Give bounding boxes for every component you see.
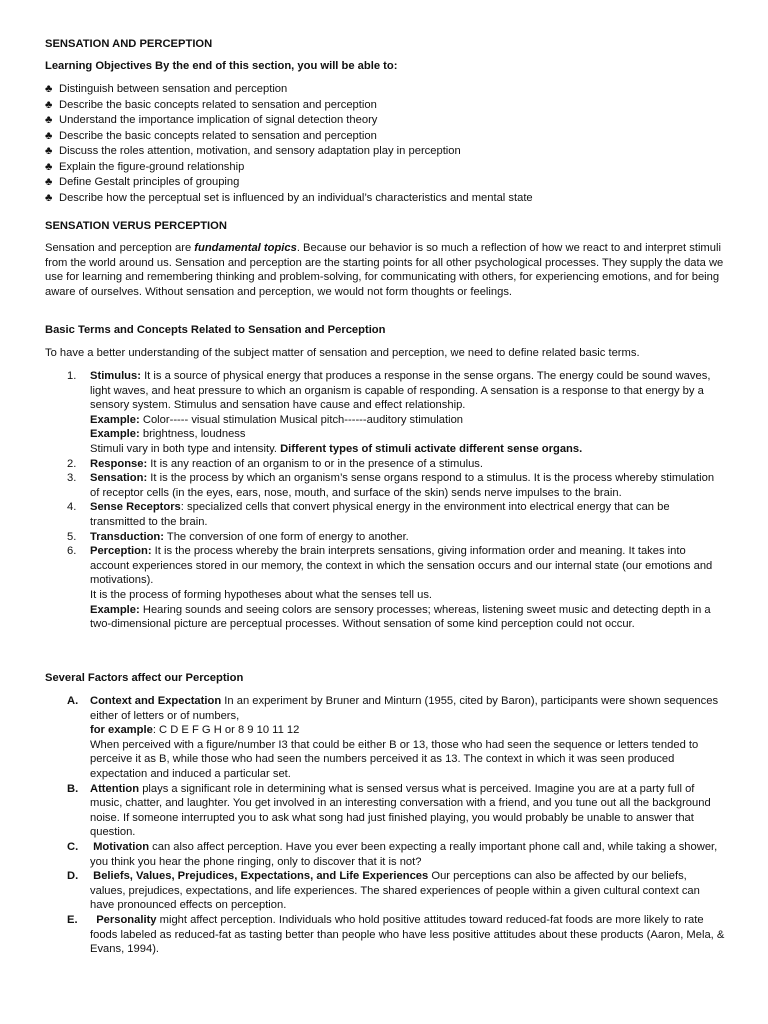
list-item: 6. Perception: It is the process whereby the brain interprets sensations, giving information order and meaning. It takes into account experiences stored in our memory, the context in which the sensation occurs and our internal state (our emotions and motivations). It is the process of forming hypotheses about what the senses tell us. Example: Hearing sounds and seeing colors are sensory processes; whereas, listening sweet music and detecting depth in a two-dimensional picture are perceptual processes. Without sensation of some kind perception could not occur.: [67, 545, 713, 631]
list-item: D. Beliefs, Values, Prejudices, Expectations, and Life Experiences Our perceptions can also be affected by our beliefs, values, prejudices, expectations, and life experiences. The shared experiences of people within a given cultural context can have pronounced effects on perception.: [67, 870, 700, 912]
list-item: A. Context and Expectation In an experiment by Bruner and Minturn (1955, cited by Baron), participants were shown sequences either of letters or of numbers, for example: C D E F G H or 8 9 10 11 12 When perceived with a figure/number I3 that could be either B or 13, those who had seen the sequence or letters tended to perceive it as B, while those who had seen the numbers perceived it as 13. The context in which it was seen produced expectation and induced a particular set.: [67, 695, 719, 780]
basic-terms-heading: Basic Terms and Concepts Related to Sensation and Perception: [45, 324, 386, 336]
list-item: E. Personality might affect perception. Individuals who hold positive attitudes toward reduced-fat foods are more likely to rate foods labeled as reduced-fat as tasting better than people who have less positive attitudes about these products (Aaron, Mela, & Evans, 1994).: [67, 913, 725, 956]
objectives-list: [45, 82, 725, 206]
list-item: ♣ Understand the importance implication of signal detection theory: [45, 114, 378, 126]
list-item: ♣ Describe the basic concepts related to sensation and perception: [45, 98, 377, 111]
list-item: 2. Response: It is any reaction of an organism to or in the presence of a stimulus.: [67, 457, 483, 470]
club-bullet-icon: ♣: [45, 83, 53, 95]
list-item: ♣ Distinguish between sensation and perception: [45, 83, 288, 95]
document-title: SENSATION AND PERCEPTION: [45, 38, 213, 50]
list-item: 5. Transduction: The conversion of one form of energy to another.: [67, 530, 409, 543]
list-item: 4. Sense Receptors: specialized cells that convert physical energy in the environment into electrical energy that can be transmitted to the brain.: [67, 501, 670, 528]
club-bullet-icon: ♣: [45, 114, 53, 126]
club-bullet-icon: ♣: [45, 129, 53, 142]
section-heading: SENSATION VERUS PERCEPTION: [45, 220, 227, 232]
list-item: ♣ Describe how the perceptual set is influenced by an individual’s characteristics and mental state: [45, 191, 533, 204]
list-item: ♣ Define Gestalt principles of grouping: [45, 176, 240, 188]
basic-terms-intro: To have a better understanding of the subject matter of sensation and perception, we need to define related basic terms.: [45, 347, 640, 359]
club-bullet-icon: ♣: [45, 191, 53, 204]
list-item: 1. Stimulus: It is a source of physical energy that produces a response in the sense organs. The energy could be sound waves, light waves, and heat pressure to which an organism is capable of responding. A sensation is a response to that energy by a sensory system. Stimulus and sensation have cause and effect relationship. Example: Color----- visual stimulation Musical pitch------auditory stimulation Example: brightness, loudness Stimuli vary in both type and intensity. Different types of stimuli activate different sense organs.: [67, 370, 711, 455]
intro-paragraph: Sensation and perception are fundamental topics. Because our behavior is so much a reflection of how we react to and interpret stimuli from the world around us. Sensation and perception are the starting points for all other psychological processes. They supply the data we use for learning and remembering thinking and problem-solving, for communicating with others, for experiencing emotions, and for being aware of ourselves. Without sensation and perception, we would not form thoughts or feelings.: [45, 242, 724, 298]
list-item: ♣ Discuss the roles attention, motivation, and sensory adaptation play in perception: [45, 145, 461, 157]
list-item: B. Attention plays a significant role in determining what is sensed versus what is perceived. Imagine you are at a party full of music, chatter, and laughter. You get involved in an interesting conversation with a friend, and you tune out all the background noise. If someone interrupted you to ask what song had just finished playing, you would probably be unable to answer that question.: [67, 782, 711, 839]
club-bullet-icon: ♣: [45, 160, 53, 173]
factors-list: [45, 694, 725, 957]
club-bullet-icon: ♣: [45, 98, 53, 111]
club-bullet-icon: ♣: [45, 176, 53, 188]
list-item: 3. Sensation: It is the process by which an organism’s sense organs respond to a stimulus. It is the process whereby stimulation of receptor cells (in the eyes, ears, nose, mouth, and surface of the skin) sends nerve impulses to the brain.: [67, 472, 715, 499]
list-item: ♣ Explain the figure-ground relationship: [45, 160, 245, 173]
objectives-heading: Learning Objectives By the end of this section, you will be able to:: [45, 60, 398, 72]
club-bullet-icon: ♣: [45, 145, 53, 157]
list-item: ♣ Describe the basic concepts related to sensation and perception: [45, 129, 377, 142]
list-item: C. Motivation can also affect perception. Have you ever been expecting a really important phone call and, while taking a shower, you think you hear the phone ringing, only to discover that it is not?: [67, 840, 718, 868]
terms-list: [45, 369, 725, 632]
factors-heading: Several Factors affect our Perception: [45, 672, 244, 684]
